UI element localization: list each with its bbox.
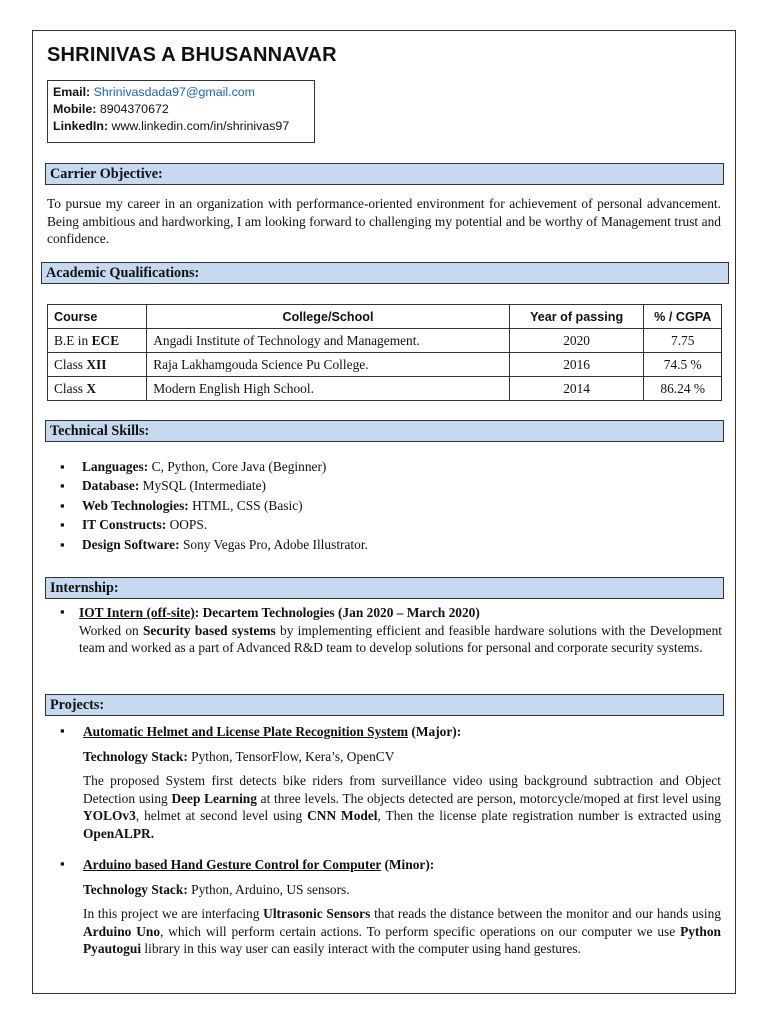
candidate-name: SHRINIVAS A BHUSANNAVAR <box>47 44 337 66</box>
skill-value: MySQL (Intermediate) <box>142 478 266 494</box>
desc-bold: Deep Learning <box>171 790 257 806</box>
table-row <box>48 329 722 353</box>
score-cell: 74.5 % <box>644 353 722 377</box>
table-row <box>48 353 722 377</box>
course-cell <box>48 353 147 377</box>
list-item <box>60 535 368 554</box>
stack-value: Python, Arduino, US sensors. <box>187 881 350 897</box>
project-title <box>83 856 721 874</box>
stack-label: Technology Stack: <box>83 881 188 897</box>
desc-text: at three levels. The objects detected are person, motorcycle/moped at first level using <box>256 790 721 806</box>
desc-text: , Then the license plate registration number is extracted using <box>377 808 721 823</box>
skills-heading: Technical Skills: <box>45 420 724 442</box>
col-school: College/School <box>147 305 510 329</box>
skill-value: HTML, CSS (Basic) <box>192 497 303 513</box>
table-row <box>48 377 722 401</box>
list-item <box>60 496 368 515</box>
mobile-line <box>53 101 309 118</box>
internship-title <box>79 604 722 622</box>
internship-entry <box>79 604 722 657</box>
course-prefix: B.E in <box>54 332 89 348</box>
linkedin-line <box>53 118 309 135</box>
bullet-icon: ▪ <box>60 856 65 871</box>
desc-text: Worked on <box>79 622 143 638</box>
desc-text: library in this way user can easily interact with the computer using hand gestures. <box>141 941 581 956</box>
year-cell: 2016 <box>509 353 644 377</box>
skill-label: Languages: <box>82 459 149 474</box>
project-major <box>83 723 721 842</box>
projects-heading: Projects: <box>45 694 724 716</box>
year-cell: 2014 <box>509 377 644 401</box>
year-cell: 2020 <box>509 329 644 353</box>
stack-label: Technology Stack: <box>83 748 188 764</box>
project-description <box>83 905 721 958</box>
skill-label: Web Technologies: <box>82 497 189 513</box>
project-title <box>83 723 721 741</box>
project-minor <box>83 856 721 958</box>
school-cell: Modern English High School. <box>147 377 510 401</box>
desc-bold: Ultrasonic Sensors <box>263 906 371 921</box>
school-cell: Raja Lakhamgouda Science Pu College. <box>147 353 510 377</box>
school-cell: Angadi Institute of Technology and Management. <box>147 329 510 353</box>
email-label: Email: <box>53 85 91 99</box>
project-stack <box>83 881 721 899</box>
desc-bold: Arduino Uno <box>83 923 161 939</box>
project-type: (Minor): <box>381 857 435 872</box>
skill-label: IT Constructs: <box>82 517 167 533</box>
course-cell <box>48 329 147 353</box>
desc-text: by implementing efficient and feasible hardware solutions with the Development team and worked as a part of Advanced R&D team to develop solutions for personal and corporate security systems. <box>79 622 722 655</box>
list-item <box>60 476 368 495</box>
stack-value: Python, TensorFlow, Kera’s, OpenCV <box>187 748 395 764</box>
skill-value: Sony Vegas Pro, Adobe Illustrator. <box>182 536 368 552</box>
internship-heading: Internship: <box>45 577 724 599</box>
desc-bold: OpenALPR. <box>83 825 155 841</box>
mobile-label: Mobile: <box>53 102 97 116</box>
list-item <box>60 515 368 534</box>
internship-role: IOT Intern (off-site) <box>79 605 195 620</box>
table-header-row <box>48 305 722 329</box>
project-type: (Major): <box>408 724 462 739</box>
desc-bold: YOLOv3 <box>83 808 136 823</box>
score-cell: 7.75 <box>644 329 722 353</box>
project-name: Arduino based Hand Gesture Control for Computer <box>83 857 382 872</box>
score-cell: 86.24 % <box>644 377 722 401</box>
internship-company: : Decartem Technologies (Jan 2020 – March 2020) <box>194 605 480 620</box>
desc-text: The proposed System first detects bike riders from surveillance video using background subtraction and Object Detection using <box>83 773 721 806</box>
col-year: Year of passing <box>509 305 644 329</box>
objective-heading: Carrier Objective: <box>45 163 724 185</box>
skill-value: C, Python, Core Java (Beginner) <box>151 459 327 474</box>
desc-bold: Python Pyautogui <box>83 923 721 956</box>
desc-bold: Security based systems <box>142 622 276 638</box>
linkedin-link[interactable]: www.linkedin.com/in/shrinivas97 <box>111 119 290 133</box>
col-course: Course <box>48 305 147 329</box>
desc-text: In this project we are interfacing <box>83 906 264 921</box>
skills-list <box>60 457 368 554</box>
course-prefix: Class <box>54 380 84 396</box>
desc-text: that reads the distance between the monitor and our hands using <box>370 906 721 921</box>
project-description <box>83 772 721 842</box>
contact-box <box>47 80 315 143</box>
bullet-icon: ▪ <box>60 723 65 738</box>
skill-value: OOPS. <box>169 517 208 533</box>
objective-text: To pursue my career in an organization with performance-oriented environment for achievement of personal advancement. Being ambitious and hardworking, I am looking forward to challenging my potential and be worthy of Management trust and confidence. <box>47 196 721 246</box>
list-item <box>60 457 368 476</box>
linkedin-label: LinkedIn: <box>53 119 109 133</box>
desc-bold: CNN Model <box>307 808 378 823</box>
course-prefix: Class <box>54 356 84 372</box>
desc-text: , helmet at second level using <box>135 808 308 823</box>
skill-label: Database: <box>82 478 140 494</box>
course-name: ECE <box>91 332 120 348</box>
mobile-value: 8904370672 <box>99 102 169 116</box>
project-stack <box>83 748 721 766</box>
skill-label: Design Software: <box>82 536 180 552</box>
course-cell <box>48 377 147 401</box>
course-name: X <box>86 380 97 396</box>
bullet-icon: ▪ <box>60 604 65 619</box>
project-name: Automatic Helmet and License Plate Recognition System <box>83 724 409 739</box>
col-score: % / CGPA <box>644 305 722 329</box>
internship-description <box>79 622 722 657</box>
email-line <box>53 84 309 101</box>
desc-text: , which will perform certain actions. To perform specific operations on our computer we use <box>160 923 681 939</box>
email-link[interactable]: Shrinivasdada97@gmail.com <box>93 85 255 99</box>
academics-table <box>47 304 722 401</box>
course-name: XII <box>86 356 107 372</box>
academics-heading: Academic Qualifications: <box>41 262 729 284</box>
